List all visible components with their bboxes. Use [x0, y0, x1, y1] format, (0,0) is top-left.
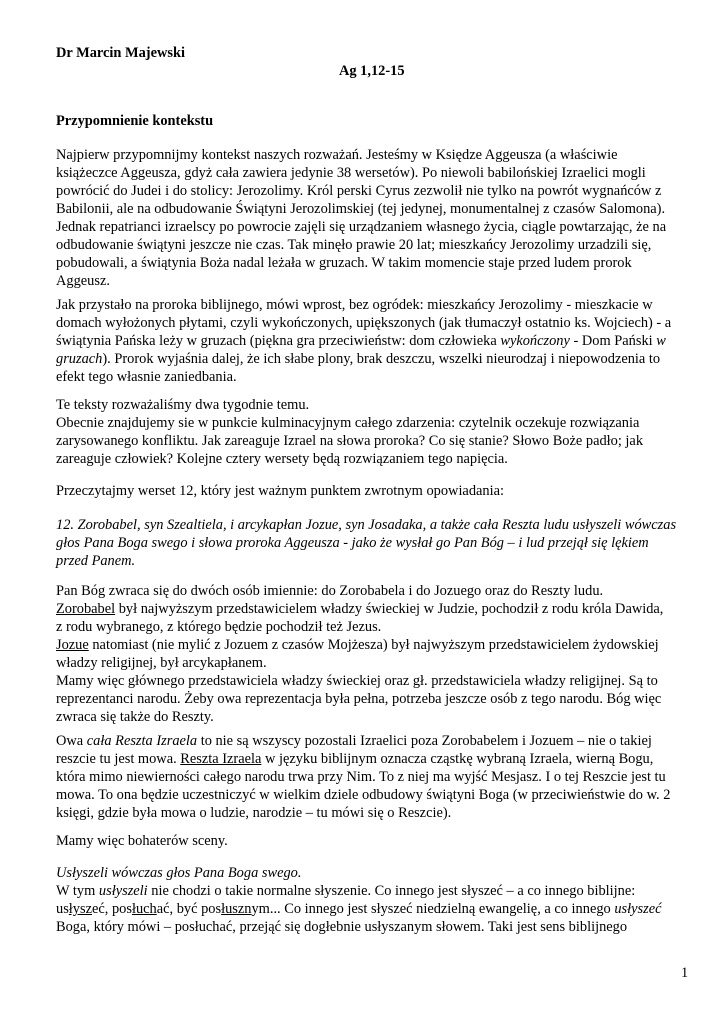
- text-line: 12. Zorobabel, syn Szealtiela, i arcykapłan Jozue, syn Josadaka, a także cała Reszta ludu usłyszeli wówczas: [56, 517, 677, 533]
- scripture-reference: Ag 1,12-15: [339, 63, 405, 79]
- text-line: Obecnie znajdujemy sie w punkcie kulminacyjnym całego zdarzenia: czytelnik oczekuje rozwiązania: [56, 415, 640, 431]
- text-line: [56, 732, 688, 750]
- text-line: Boga, który mówi – posłuchać, przejąć się dogłebnie usłyszanym słowem. Taki jest sens biblijnego: [56, 919, 628, 935]
- text-run: ). Prorok wyjaśnia dalej, że ich słabe plony, brak deszczu, wszelki nieurodzaj i niepowodzenia to: [102, 351, 661, 367]
- paragraph-remnant: [56, 732, 688, 822]
- text-line: [56, 350, 688, 368]
- text-line: [56, 332, 688, 350]
- italic-run: wykończony: [500, 333, 570, 349]
- underlined-term: Reszta Izraela: [180, 751, 262, 767]
- text-line: Przeczytajmy werset 12, który jest ważnym punktem zwrotnym opowiadania:: [56, 483, 504, 499]
- page-number: 1: [681, 965, 689, 981]
- text-run: us: [56, 901, 69, 917]
- underlined-name: Zorobabel: [56, 601, 116, 617]
- text-line: głos Pana Boga swego i słowa proroka Aggeusza - jako że wysłał go Pan Bóg – i lud przejął się lękiem: [56, 535, 649, 551]
- text-line: książeczce Aggeusza, gdyż cała zawiera jedynie 38 wersetów). Po niewoli babilońskiej Izraelici mogli: [56, 165, 646, 181]
- text-run: Owa: [56, 733, 87, 749]
- text-run: eć, pos: [91, 901, 132, 917]
- text-line: powrócić do Judei i do stolicy: Jerozolimy. Król perski Cyrus zezwolił nie tylko na powrót wygnańców z: [56, 183, 662, 199]
- text-line: księgi, gdzie była mowa o ludzie, narodzie – tu mówi się o Reszcie).: [56, 805, 452, 821]
- underlined-run: łysz: [68, 901, 92, 917]
- text-line: Aggeusz.: [56, 273, 110, 289]
- section-heading: Przypomnienie kontekstu: [56, 113, 214, 129]
- text-line: [56, 636, 688, 654]
- underlined-run: łuch: [131, 901, 157, 917]
- text-line: Mamy więc bohaterów sceny.: [56, 833, 228, 849]
- author-name: Dr Marcin Majewski: [56, 45, 185, 61]
- italic-run: usłyszeć: [614, 901, 662, 917]
- text-line: [56, 750, 688, 768]
- text-line: zarysowanego konfliktu. Jak zareaguje Izrael na słowa proroka? Co się stanie? Słowo Boże padło; jak: [56, 433, 644, 449]
- text-run: był najwyższym przedstawicielem władzy świeckiej w Judzie, pochodził z rodu króla Dawida,: [115, 601, 664, 617]
- text-line: reprezentanci narodu. Żeby owa reprezentacja była pełna, potrzeba jeszcze osób z tego narodu. Bóg więc: [56, 691, 662, 707]
- text-line: która mimo niewierności całego narodu trwa przy Nim. To z niej ma wyjść Mesjasz. I o tej Reszcie jest tu: [56, 769, 666, 785]
- text-run: natomiast (nie mylić z Jozuem z czasów Mojżesza) był najwyższym przedstawicielem żydowskiej: [88, 637, 659, 653]
- text-line: z rodu wybranego, z którego będzie pochodził też Jezus.: [56, 619, 382, 635]
- paragraph-hearing: [56, 864, 688, 936]
- italic-run: w: [656, 333, 666, 349]
- italic-run: usłyszeli: [98, 883, 148, 899]
- underlined-run: łuszn: [221, 901, 252, 917]
- text-line: domach wyłożonych płytami, czyli wykończonych, upiększonych (jak tłumaczył ostatnio ks. Wojciech) - a: [56, 315, 672, 331]
- paragraph-persons: [56, 582, 688, 726]
- text-run: reszcie tu jest mowa.: [56, 751, 181, 767]
- text-line: Babilonii, ale na odbudowanie Świątyni Jerozolimskiej (tej jedynej, monumentalnej z czasów Salomona).: [56, 201, 666, 217]
- underlined-name: Jozue: [56, 637, 89, 653]
- text-line: Usłyszeli wówczas głos Pana Boga swego.: [56, 865, 302, 881]
- paragraph-climax: [56, 396, 688, 468]
- text-run: - Dom Pański: [569, 333, 657, 349]
- paragraph-heroes: [56, 832, 688, 850]
- text-line: [56, 882, 688, 900]
- italic-run: cała Reszta Izraela: [86, 733, 198, 749]
- verse-quote: [56, 516, 688, 570]
- text-run: świątynia Pańska leży w gruzach (piękna gra przeciwieństw: dom człowieka: [56, 333, 501, 349]
- text-line: Jak przystało na proroka biblijnego, mówi wprost, bez ogródek: mieszkańcy Jerozolimy - mieszkacie w: [56, 297, 653, 313]
- text-line: zareaguje człowiek? Kolejne cztery wersety będą rozwiązaniem tego napięcia.: [56, 451, 508, 467]
- text-line: [56, 900, 688, 918]
- text-run: ym... Co innego jest słyszeć niedzielną ewangelię, a co innego: [251, 901, 615, 917]
- text-run: nie chodzi o takie normalne słyszenie. Co innego jest słyszeć – a co innego biblijne:: [147, 883, 636, 899]
- paragraph-prophet: [56, 296, 688, 386]
- text-run: to nie są wszyscy pozostali Izraelici poza Zorobabelem i Jozuem – nie o takiej: [197, 733, 652, 749]
- text-line: [56, 600, 688, 618]
- text-line: Mamy więc głównego przedstawiciela władzy świeckiej oraz gł. przedstawiciela władzy religijnej. Są to: [56, 673, 658, 689]
- text-line: mowa. To ona będzie uczestniczyć w wielkim dziele odbudowy świątyni Boga (w przeciwieństwie do w. 2: [56, 787, 671, 803]
- text-line: władzy religijnej, był arcykapłanem.: [56, 655, 267, 671]
- text-line: odbudowanie świątyni jeszcze nie czas. Tak minęło prawie 20 lat; mieszkańcy Jerozolimy urzadzili się,: [56, 237, 652, 253]
- text-line: efekt tego własnie zaniedbania.: [56, 369, 237, 385]
- text-run: ać, być pos: [156, 901, 222, 917]
- text-line: przed Panem.: [56, 553, 136, 569]
- text-line: Pan Bóg zwraca się do dwóch osób imiennie: do Zorobabela i do Jozuego oraz do Reszty ludu.: [56, 583, 604, 599]
- text-line: pobudowali, a świątynia Boża nadal leżała w gruzach. W takim momencie staje przed ludem prorok: [56, 255, 632, 271]
- text-line: Jednak repatrianci izraelscy po powrocie zajęli się urządzaniem własnego życia, ciągle powtarzając, że na: [56, 219, 667, 235]
- paragraph-context: [56, 146, 688, 290]
- text-run: W tym: [56, 883, 99, 899]
- text-run: w języku biblijnym oznacza cząstkę wybraną Izraela, wierną Bogu,: [261, 751, 654, 767]
- text-line: Najpierw przypomnijmy kontekst naszych rozważań. Jesteśmy w Księdze Aggeusza (a właściwie: [56, 147, 618, 163]
- paragraph-verse-intro: [56, 482, 688, 500]
- text-line: Te teksty rozważaliśmy dwa tygodnie temu.: [56, 397, 310, 413]
- italic-run: gruzach: [56, 351, 103, 367]
- text-line: zwraca się także do Reszty.: [56, 709, 214, 725]
